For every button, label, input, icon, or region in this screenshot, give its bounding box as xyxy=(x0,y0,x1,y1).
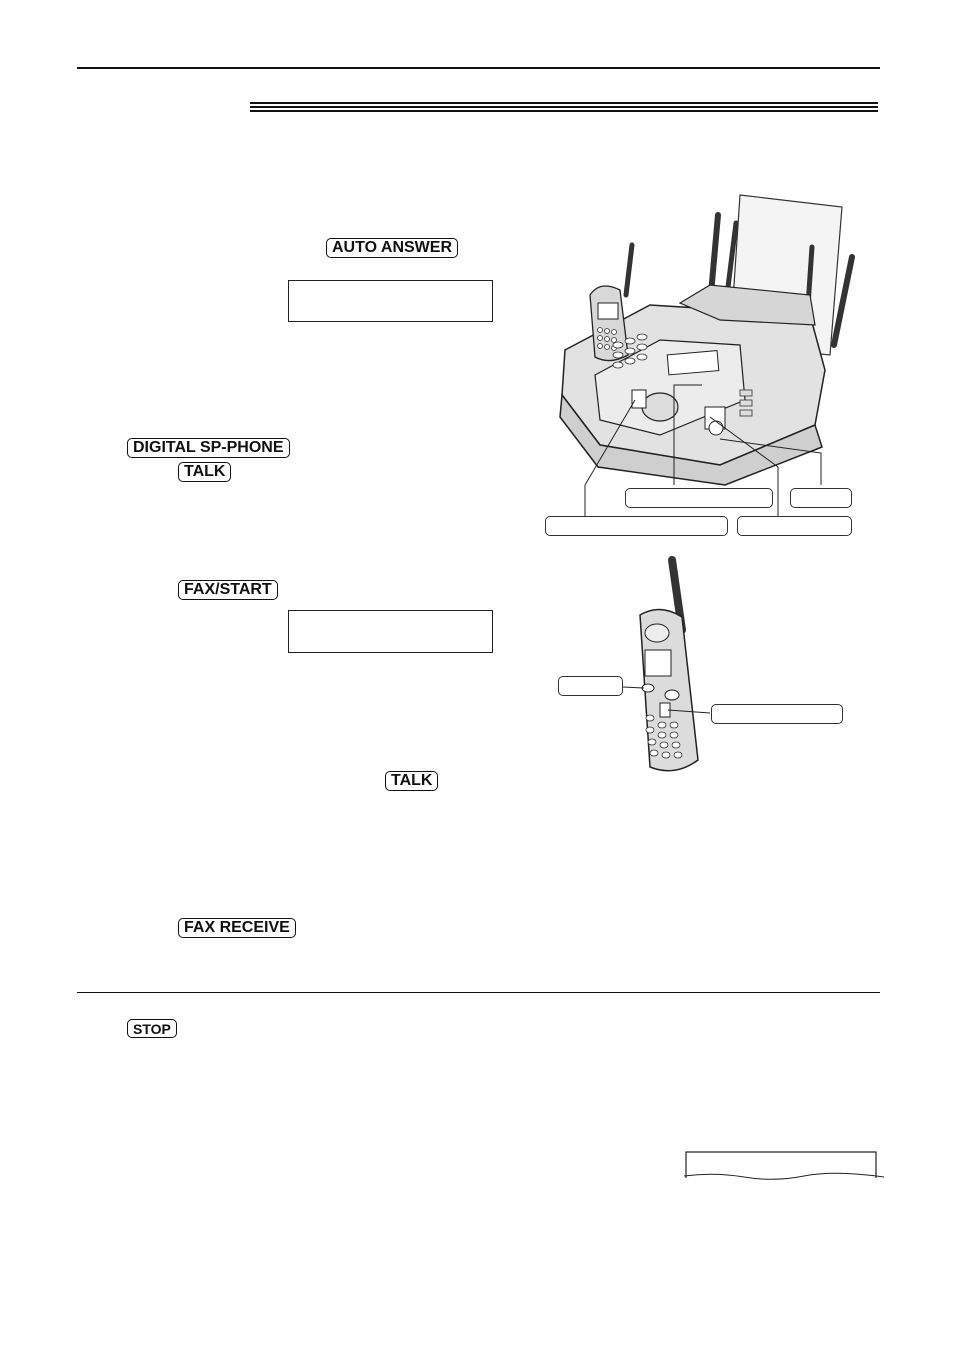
callout-box-a xyxy=(625,488,773,508)
section-title-bars xyxy=(250,102,878,116)
callout-box-c xyxy=(545,516,728,536)
stop-key[interactable]: STOP xyxy=(127,1019,177,1038)
footer-tab xyxy=(684,1150,884,1185)
talk-key-handset[interactable]: TALK xyxy=(385,771,438,791)
display-box-2 xyxy=(288,610,493,653)
callout-box-f xyxy=(711,704,843,724)
auto-answer-key[interactable]: AUTO ANSWER xyxy=(326,238,458,258)
header-rule xyxy=(77,67,880,69)
callout-box-b xyxy=(790,488,852,508)
section-divider xyxy=(77,992,880,993)
digital-sp-phone-key[interactable]: DIGITAL SP-PHONE xyxy=(127,438,290,458)
callout-box-d xyxy=(737,516,852,536)
fax-receive-key[interactable]: FAX RECEIVE xyxy=(178,918,296,938)
fax-start-key[interactable]: FAX/START xyxy=(178,580,278,600)
talk-key[interactable]: TALK xyxy=(178,462,231,482)
handset-icon xyxy=(620,555,710,780)
display-box-1 xyxy=(288,280,493,322)
callout-box-e xyxy=(558,676,623,696)
